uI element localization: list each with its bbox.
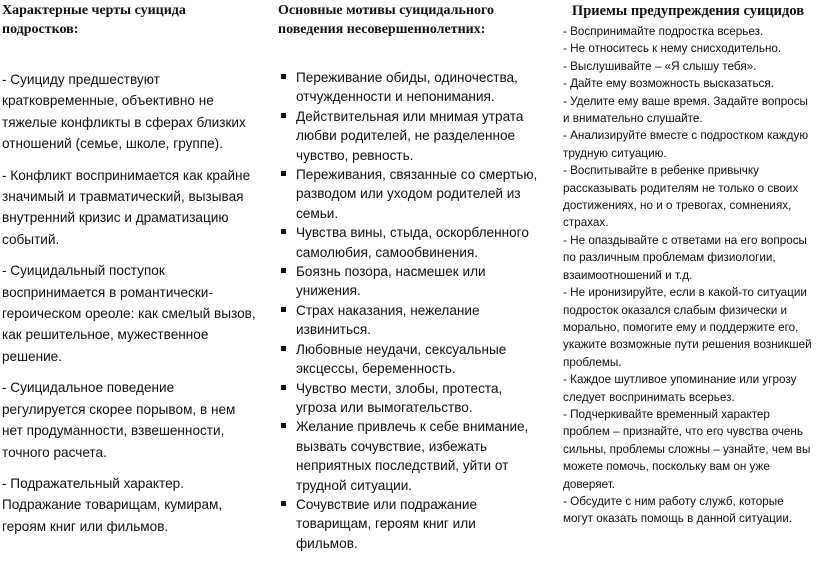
- list-item: - Каждое шутливое упоминание или угрозу следует воспринимать всерьез.: [563, 373, 797, 404]
- list-item: - Воспитывайте в ребенке привычку рассказывать родителям не только о своих достижениях, но и о тревогах, сомнениях, страхах.: [563, 164, 799, 230]
- list-item: - Анализируйте вместе с подростком каждую трудную ситуацию.: [563, 129, 809, 160]
- list-item: - Суициду предшествуют кратковременные, объективно не тяжелые конфликты в сферах близких отношений (семье, школе, группе).: [2, 72, 246, 152]
- list-item: Желание привлечь к себе внимание, вызвать сочувствие, избежать неприятных последствий, уйти от трудной ситуации.: [278, 417, 540, 495]
- list-item: Боязнь позора, насмешек или унижения.: [278, 262, 540, 301]
- motives-list: [278, 68, 540, 553]
- column-heading: Основные мотивы суицидального поведения несовершеннолетних:: [278, 3, 494, 37]
- list-item: - Конфликт воспринимается как крайне значимый и травматический, вызывая внутренний кризис и драматизацию событий.: [2, 167, 251, 247]
- list-item: - Не опаздывайте с ответами на его вопросы по различным проблемам физиологии, взаимоотношений и т.д.: [563, 233, 807, 282]
- list-item: - Воспринимайте подростка всерьез.: [563, 25, 764, 38]
- column-heading: Приемы предупреждения суицидов: [571, 3, 805, 19]
- list-item: Любовные неудачи, сексуальные эксцессы, беременность.: [278, 340, 540, 379]
- list-item: - Уделите ему ваше время. Задайте вопросы и внимательно слушайте.: [563, 94, 808, 126]
- list-item: Чувство мести, злобы, протеста, угроза или вымогательство.: [278, 379, 540, 418]
- list-item: Переживание обиды, одиночества, отчужденности и непонимания.: [278, 68, 540, 107]
- column-heading: Характерные черты суицида подростков:: [2, 3, 186, 37]
- list-item: Чувства вины, стыда, оскорбленного самолюбия, самообвинения.: [278, 223, 540, 262]
- list-item: Переживания, связанные со смертью, разводом или уходом родителей из семьи.: [278, 165, 540, 223]
- list-item: - Выслушивайте – «Я слышу тебя».: [563, 59, 757, 73]
- traits-list: [2, 69, 258, 537]
- list-item: Страх наказания, нежелание извиниться.: [278, 301, 540, 340]
- list-item: - Суицидальный поступок воспринимается в романтически-героическом ореоле: как смелый вызов, как решительное, мужественное решение.: [2, 263, 256, 364]
- list-item: - Суицидальное поведение регулируется скорее порывом, в нем нет продуманности, взвешенности, точного расчета.: [2, 380, 236, 460]
- column-teen-suicide-traits: [2, 0, 258, 547]
- column-prevention-techniques: [563, 0, 813, 528]
- prevention-list: [563, 23, 813, 528]
- list-item: - Не относитесь к нему снисходительно.: [563, 42, 782, 56]
- list-item: - Дайте ему возможность высказаться.: [563, 77, 774, 91]
- list-item: Сочувствие или подражание товарищам, героям книг или фильмов.: [278, 495, 540, 553]
- list-item: - Обсудите с ним работу служб, которые могут оказать помощь в данной ситуации.: [563, 494, 793, 526]
- list-item: - Не иронизируйте, если в какой-то ситуации подросток оказался слабым физически и морально, помогите ему и поддержите его, укажите возможные пути решения возникшей проблемы.: [563, 286, 812, 369]
- list-item: - Подчеркивайте временный характер проблем – признайте, что его чувства очень сильны, проблемы сложны – узнайте, чем вы можете помочь, поскольку вам он уже доверяет.: [563, 407, 811, 491]
- list-item: Действительная или мнимая утрата любви родителей, не разделенное чувство, ревность.: [278, 107, 540, 165]
- list-item: - Подражательный характер. Подражание товарищам, кумирам, героям книг или фильмов.: [2, 475, 223, 534]
- column-suicide-motives: [278, 0, 540, 553]
